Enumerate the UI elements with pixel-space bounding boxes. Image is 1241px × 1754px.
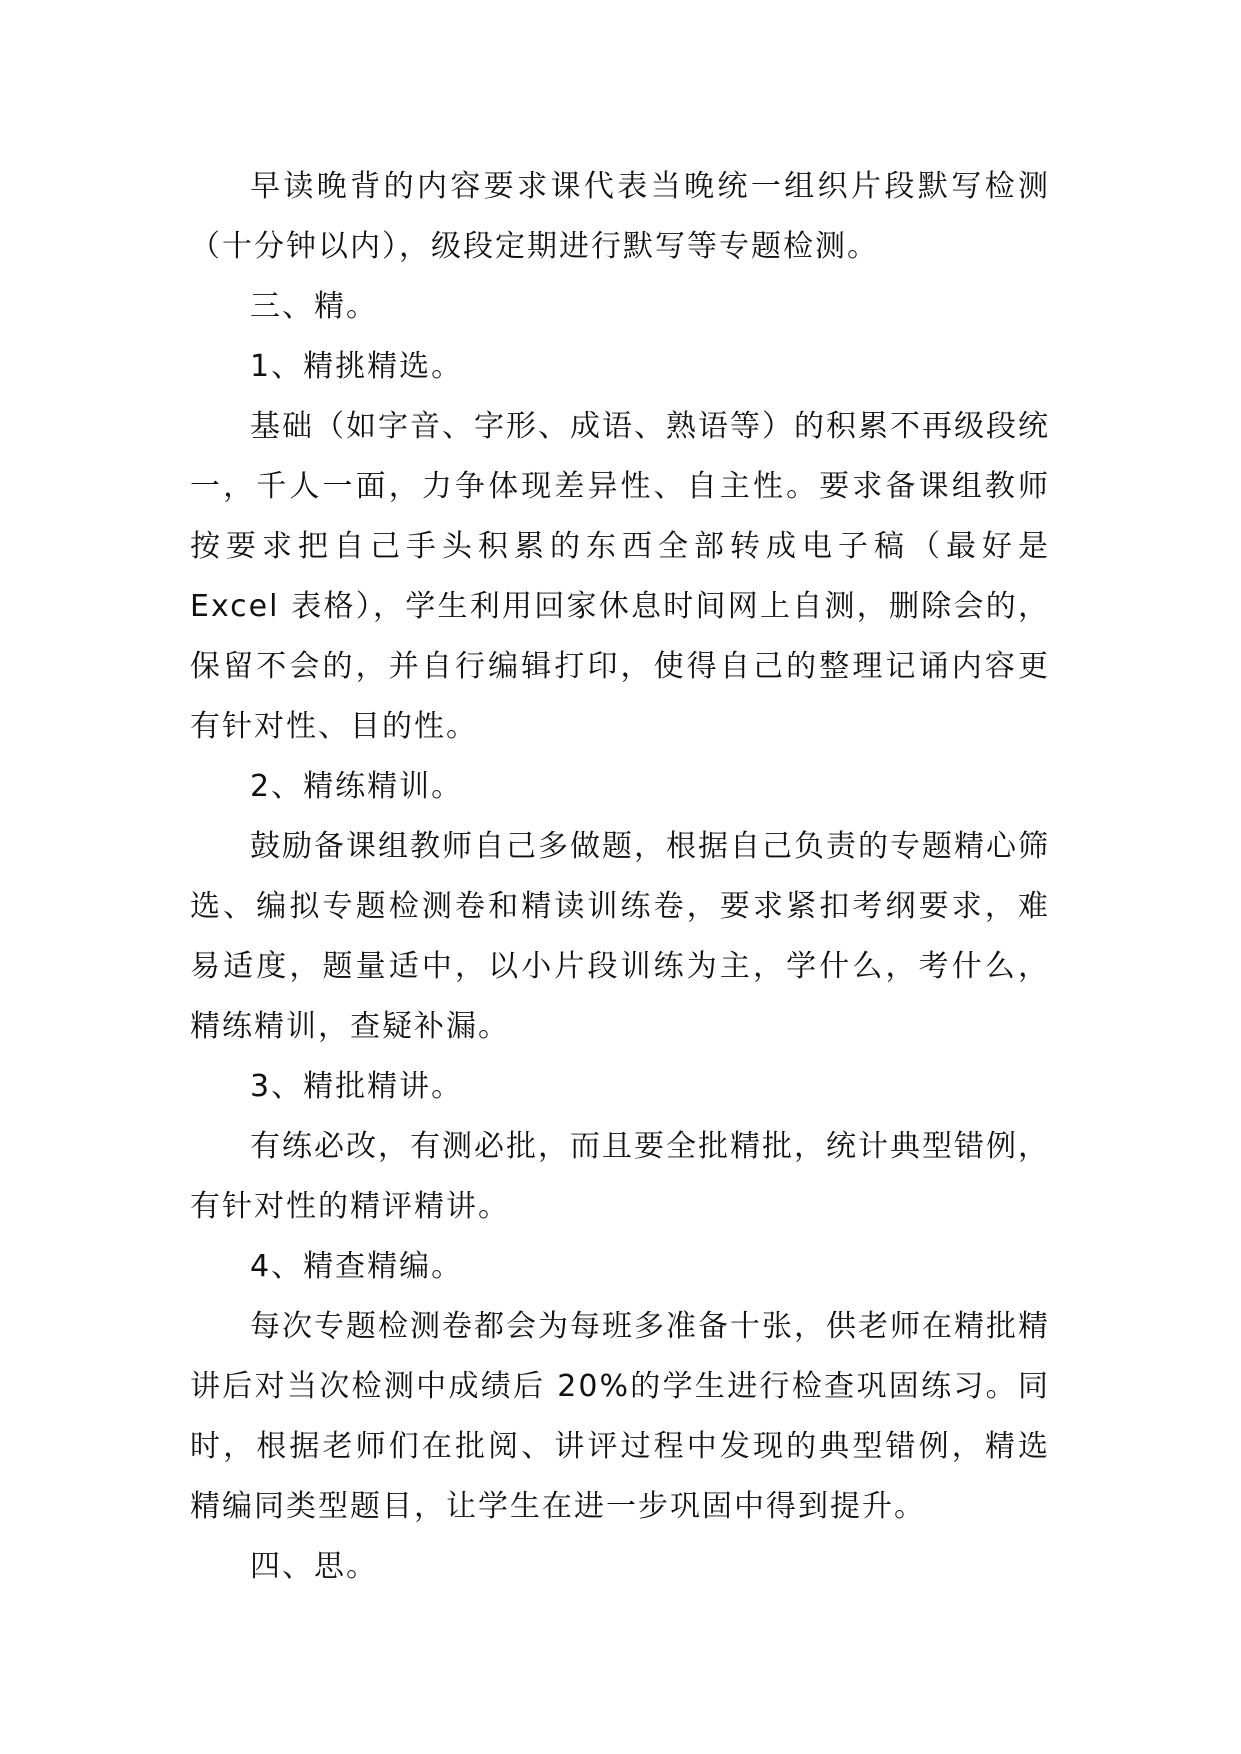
document-body (190, 157, 1050, 1597)
paragraph-practice: 鼓励备课组教师自己多做题，根据自己负责的专题精心筛选、编拟专题检测卷和精读训练卷，要求紧扣考纲要求，难易适度，题量适中，以小片段训练为主，学什么，考什么，精练精训，查疑补漏。 (190, 829, 1050, 1044)
subheading-4: 4、精查精编。 (250, 1249, 464, 1284)
section-heading-si: 四、思。 (250, 1549, 378, 1584)
paragraph-recitation-check: 早读晚背的内容要求课代表当晚统一组织片段默写检测（十分钟以内），级段定期进行默写等专题检测。 (190, 169, 1050, 264)
paragraph-review: 每次专题检测卷都会为每班多准备十张，供老师在精批精讲后对当次检测中成绩后 20%的学生进行检查巩固练习。同时，根据老师们在批阅、讲评过程中发现的典型错例，精选精编同类型题目，让学生在进一步巩固中得到提升。 (190, 1309, 1050, 1524)
subheading-1: 1、精挑精选。 (250, 349, 464, 384)
paragraph-basics: 基础（如字音、字形、成语、熟语等）的积累不再级段统一，千人一面，力争体现差异性、自主性。要求备课组教师按要求把自己手头积累的东西全部转成电子稿（最好是 Excel 表格），学生利用回家休息时间网上自测，删除会的，保留不会的，并自行编辑打印，使得自己的整理记诵内容更有针对性、目的性。 (190, 409, 1050, 744)
subheading-3: 3、精批精讲。 (250, 1069, 464, 1104)
paragraph-grading: 有练必改，有测必批，而且要全批精批，统计典型错例，有针对性的精评精讲。 (190, 1129, 1050, 1224)
section-heading-jing: 三、精。 (250, 289, 378, 324)
subheading-2: 2、精练精训。 (250, 769, 464, 804)
